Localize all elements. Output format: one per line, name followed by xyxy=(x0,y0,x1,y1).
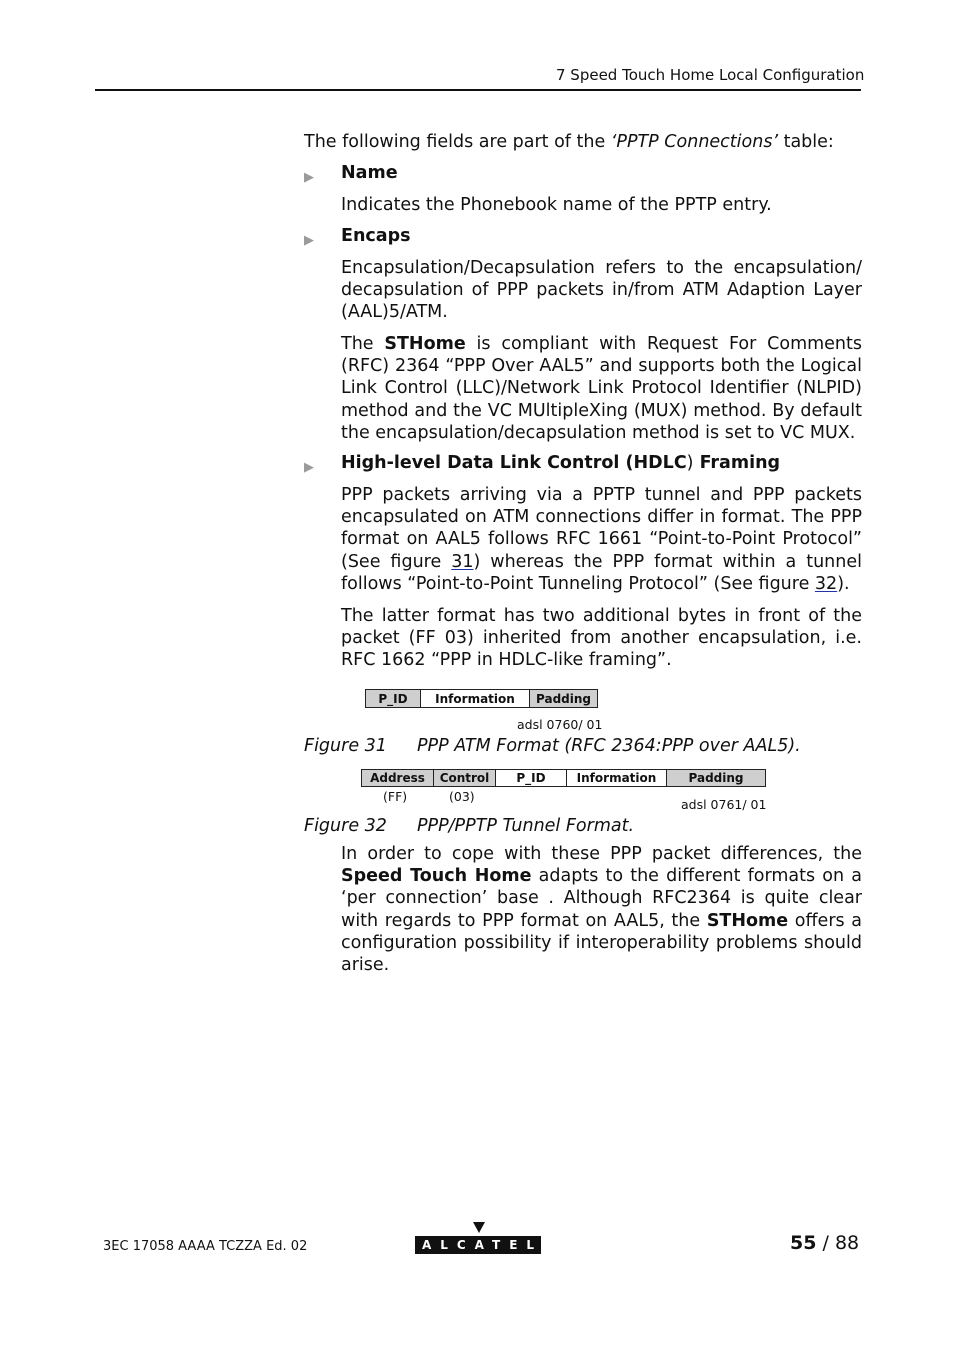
field-name-term: Name xyxy=(341,163,398,183)
figure-32-link[interactable]: 32 xyxy=(814,573,838,594)
field-name-desc: Indicates the Phonebook name of the PPTP entry. xyxy=(341,195,772,215)
header-rule xyxy=(95,89,861,91)
table-name: ‘PPTP Connections’ xyxy=(610,132,779,152)
packet-cell-pid: P_ID xyxy=(496,770,567,786)
alcatel-logo-arrow-icon xyxy=(473,1222,485,1233)
figure-31-packet-diagram xyxy=(365,689,598,708)
packet-cell-information: Information xyxy=(567,770,667,786)
address-value: (FF) xyxy=(383,789,408,804)
packet-cell-address: Address xyxy=(362,770,434,786)
field-hdlc-desc-1: PPP packets arriving via a PPTP tunnel and PPP packets encapsulated on ATM connections differ in format. The PPP format on AAL5 follows RFC 1661 “Point-to-Point Protocol” (See figure 31) whereas the PPP format within a tunnel follows “Point-to-Point Tunneling Protocol” (See figure 32). xyxy=(341,485,862,594)
field-encaps-term: Encaps xyxy=(341,226,411,246)
figure-31-ref: adsl 0760/ 01 xyxy=(517,717,603,732)
packet-cell-padding: Padding xyxy=(530,690,597,707)
control-value: (03) xyxy=(449,789,475,804)
field-encaps-desc-2: The STHome is compliant with Request For Comments (RFC) 2364 “PPP Over AAL5” and supports both the Logical Link Control (LLC)/Network Link Protocol Identifier (NLPID) method and the VC MUltipleXing (MUX) method. By default the encapsulation/decapsulation method is set to VC MUX. xyxy=(341,334,862,443)
intro-sentence: The following fields are part of the ‘PPTP Connections’ table: xyxy=(304,132,834,152)
packet-cell-padding: Padding xyxy=(667,770,765,786)
field-encaps-desc-1: Encapsulation/Decapsulation refers to the encapsulation/ decapsulation of PPP packets in/from ATM Adaption Layer (AAL)5/ATM. xyxy=(341,258,862,323)
bullet-arrow-icon: ▶ xyxy=(304,170,314,185)
field-hdlc-desc-2: The latter format has two additional bytes in front of the packet (FF 03) inherited from another encapsulation, i.e. RFC 1662 “PPP in HDLC-like framing”. xyxy=(341,606,862,671)
figure-32-ref: adsl 0761/ 01 xyxy=(681,797,767,812)
figure-31-caption-number: Figure 31 xyxy=(304,736,387,756)
document-id: 3EC 17058 AAAA TCZZA Ed. 02 xyxy=(103,1239,308,1254)
figure-32-caption-number: Figure 32 xyxy=(304,816,387,836)
figure-32-caption-text: PPP/PPTP Tunnel Format. xyxy=(417,816,635,836)
packet-cell-control: Control xyxy=(434,770,496,786)
alcatel-logo: ALCATEL xyxy=(415,1236,541,1254)
figure-31-link[interactable]: 31 xyxy=(451,551,474,572)
closing-paragraph: In order to cope with these PPP packet differences, the Speed Touch Home adapts to the different formats on a ‘per connection’ base . Although RFC2364 is quite clear with regards to PPP format on AAL5, the STHome offers a configuration possibility if interoperability problems should arise. xyxy=(341,844,862,976)
bullet-arrow-icon: ▶ xyxy=(304,233,314,248)
bullet-arrow-icon: ▶ xyxy=(304,460,314,475)
field-hdlc-term: High-level Data Link Control (HDLC) Framing xyxy=(341,453,781,473)
chapter-header: 7 Speed Touch Home Local Configuration xyxy=(556,66,865,84)
page-number: 55 / 88 xyxy=(790,1232,860,1254)
figure-32-packet-diagram xyxy=(361,769,766,787)
packet-cell-pid: P_ID xyxy=(366,690,421,707)
figure-31-caption-text: PPP ATM Format (RFC 2364:PPP over AAL5). xyxy=(417,736,801,756)
packet-cell-information: Information xyxy=(421,690,530,707)
